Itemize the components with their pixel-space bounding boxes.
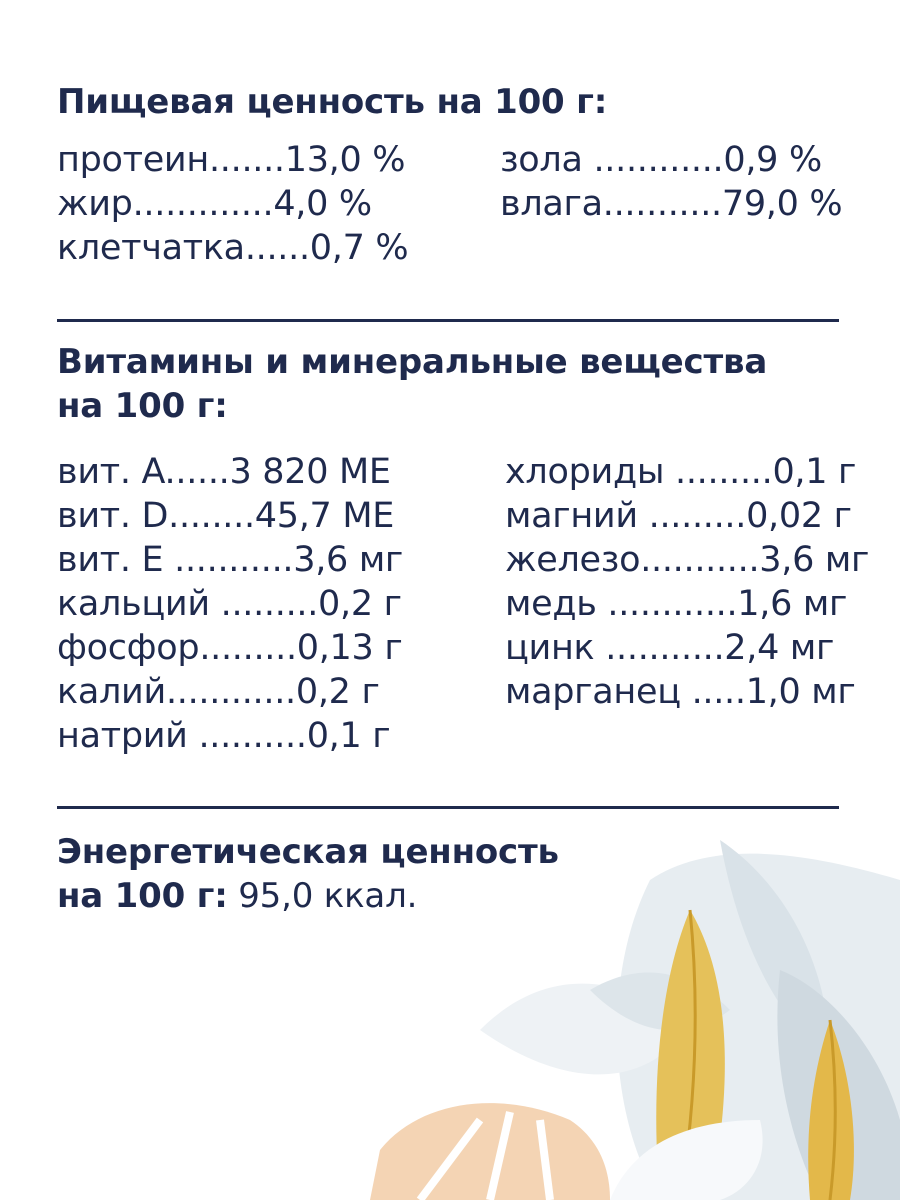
list-item: кальций .........0,2 г [57,584,402,624]
list-item: калий............0,2 г [57,672,380,712]
nutrition-left-list [57,138,408,270]
vitamins-right-list [505,450,869,714]
list-item: зола ............0,9 % [500,140,822,180]
energy-block [57,830,559,918]
list-item: медь ............1,6 мг [505,584,848,624]
list-item: хлориды .........0,1 г [505,452,857,492]
list-item: марганец .....1,0 мг [505,672,856,712]
list-item: протеин.......13,0 % [57,140,406,180]
nutrition-title: Пищевая ценность на 100 г: [57,82,608,122]
list-item: натрий ..........0,1 г [57,716,391,756]
vitamins-title [57,340,767,428]
list-item: жир.............4,0 % [57,184,372,224]
nutrition-right-list [500,138,842,226]
list-item: магний .........0,02 г [505,496,852,536]
divider [57,319,839,322]
list-item: цинк ...........2,4 мг [505,628,835,668]
list-item: клетчатка......0,7 % [57,228,409,268]
vitamins-title-line2: на 100 г: [57,386,228,426]
vitamins-title-line1: Витамины и минеральные вещества [57,342,768,382]
energy-label: на 100 г: [57,876,228,916]
energy-value: 95,0 ккал. [227,876,418,916]
list-item: фосфор.........0,13 г [57,628,403,668]
list-item: влага...........79,0 % [500,184,843,224]
list-item: вит. Е ...........3,6 мг [57,540,404,580]
vitamins-left-list [57,450,403,758]
list-item: железо...........3,6 мг [505,540,870,580]
divider [57,806,839,809]
energy-title: Энергетическая ценность [57,832,559,872]
energy-value-line [57,874,559,918]
list-item: вит. D........45,7 МЕ [57,496,395,536]
list-item: вит. A......3 820 МЕ [57,452,391,492]
